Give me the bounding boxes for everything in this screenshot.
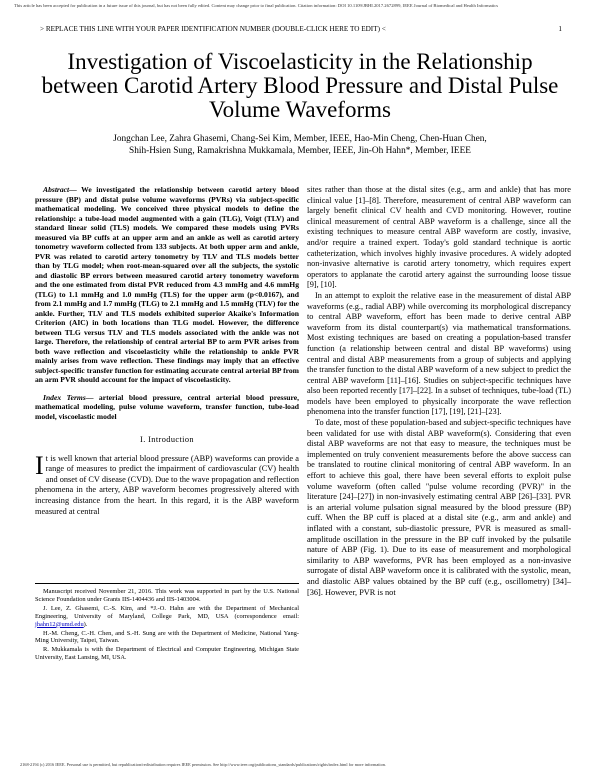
right-paragraph: In an attempt to exploit the relative ease in the measurement of distal ABP waveforms (e.g., radial ABP) while overcoming its morphological discrepancy to central ABP waveform, effort has been made to derive central ABP waveform from its distal counterpart(s) via mathematical transformations. Most existing techniques are based on creating a population-based transfer function (a relationship between central and distal BP waveforms) using central and distal ABP measurements from a group of subjects and applying the transfer function to the distal ABP waveform of a new subject to predict the central ABP waveform [11]–[16]. Studies on subject-specific techniques have also been reported recently [17]–[22]. In a subset of techniques, tube-load (TL) models have been employed to physically incorporate the wave reflection phenomena into the transfer function [17], [19], [21]–[23]. xyxy=(307,290,571,417)
index-terms-text: — arterial blood pressure, central arterial blood pressure, mathematical modeling, pulse volume waveform, transfer function, tube-load model, viscoelastic model xyxy=(35,392,300,421)
authors-line-2: Shih-Hsien Sung, Ramakrishna Mukkamala, Member, IEEE, Jin-Oh Hahn*, Member, IEEE xyxy=(129,146,471,156)
intro-text: t is well known that arterial blood pressure (ABP) waveforms can provide a range of measures to predict the impairment of cardiovascular (CV) health and onset of CV disease (CVD). Due to the wave propagation and reflection phenomena in the artery, ABP waveform becomes progressively altered with increasing distance from the heart. In this regard, it is the ABP waveform measured at central xyxy=(35,453,299,516)
publication-notice: This article has been accepted for publication in a future issue of this journal, but has not been fully edited. Content may change prior to final publication. Citation information: DOI 10.1109/JBHI.2017.2672899, IEEE Journal of Biomedical and Health Informatics xyxy=(14,3,499,8)
right-column xyxy=(307,185,571,598)
page-number: 1 xyxy=(558,25,562,33)
footnote-affiliation-ymu: H.-M. Cheng, C.-H. Chen, and S.-H. Sung are with the Department of Medicine, National Yang-Ming University, Taipei, Taiwan. xyxy=(35,629,299,645)
footnote-affiliation-umd: J. Lee, Z. Ghasemi, C.-S. Kim, and *J.-O. Hahn are with the Department of Mechanical Engineering, University of Maryland, College Park, MD, USA (correspondence email: jhahn12@umd.edu). xyxy=(35,604,299,628)
right-paragraph: To date, most of these population-based and subject-specific techniques have been validated for use with distal ABP waveform(s). Considering that even distal ABP waveforms are not that easy to measure, the techniques must be implemented on truly convenient measurements before the above success can be translated to routine clinical monitoring of central ABP waveform. In an effort to achieve this goal, there have been several efforts to exploit pulse volume waveform (often called "pulse volume recording (PVR)" in the literature [24]–[27]) in non-invasively estimating central ABP [26]–[33]. PVR is an arterial volume pulsation signal measured by the blood pressure (BP) cuff. When the BP cuff is placed at a distal site (e.g., arm and ankle) and inflated with a constant, sub-diastolic pressure, PVR is measured as small-amplitude oscillation in the pressure in the BP cuff invoked by the pulsatile nature of ABP (Fig. 1). Due to its ease of measurement and morphological similarity to ABP waveforms, PVR has been employed as a non-invasive surrogate of distal ABP waveform once it is calibrated with the systolic, mean, and diastolic ABP values obtained by the BP cuff (e.g., oscillometry) [34]–[36]. However, PVR is not xyxy=(307,418,571,597)
left-column xyxy=(35,185,299,517)
index-terms xyxy=(35,393,299,422)
authors-line-1: Jongchan Lee, Zahra Ghasemi, Chang-Sei Kim, Member, IEEE, Hao-Min Cheng, Chen-Huan Chen, xyxy=(113,134,487,144)
footnote-manuscript: Manuscript received November 21, 2016. This work was supported in part by the U.S. National Science Foundation under Grants IIS-1404436 and IIS-1403004. xyxy=(35,588,299,603)
right-paragraph: sites rather than those at the distal sites (e.g., arm and ankle) that has more clinical value [1]–[8]. Therefore, measurement of central ABP waveform can largely benefit clinical CV health and CVD monitoring. However, routine clinical measurement of central ABP waveform is a challenge, since all the existing techniques to measure central ABP waveform are costly, invasive, and/or require a trained expert. Today's gold standard technique is aortic catheterization, which involves highly invasive procedures. A widely adopted non-invasive alternative is carotid artery tonometry, which requires expert operators to applanate the carotid artery against the surrounding loose tissue [9], [10]. xyxy=(307,185,571,290)
abstract-label: Abstract xyxy=(43,185,70,194)
paper-title: Investigation of Viscoelasticity in the Relationship between Carotid Artery Blood Pressure and Distal Pulse Volume Waveforms xyxy=(41,49,559,122)
drop-cap: I xyxy=(35,450,44,480)
introduction xyxy=(35,450,299,518)
email-link[interactable]: jhahn12@umd.edu xyxy=(35,620,84,628)
abstract-text: — We investigated the relationship between carotid artery blood pressure (BP) and distal pulse volume waveforms (PVRs) via subject-specific mathematical modeling. We conceived three physical models to define the relationship: a tube-load model augmented with a gain (TLG), Voigt (TLV) and standard linear solid (TLS) models. We compared these models using PVRs measured via BP cuffs at an upper arm and an ankle as well as carotid artery tonometry waveform collected from 133 subjects. At both upper arm and ankle, PVR was related to carotid artery tonometry by TLV and TLS models better than by TLG model; when root-mean-squared over all the subjects, the systolic and diastolic BP errors between measured carotid artery tonometry waveform and the one estimated from distal PVR reduced from 4.3 mmHg and 4.6 mmHg (TLG) to 1.1 mmHg and 1.0 mmHg (TLS) for the upper arm (p<0.0167), and from 2.1 mmHg and 1.7 mmHg (TLG) to 2.1 mmHg and 1.5 mmHg (TLV) for the ankle. Further, TLV and TLS models exhibited superior Akaike's Information Criterion (AIC) in both locations than TLG model. However, the difference between TLG versus TLV and TLS models associated with the ankle was not large. Therefore, the relationship of central arterial BP to arm PVR arises from both wave reflection and viscoelasticity while the relationship to ankle PVR mainly arises from wave reflection. These findings may imply that an effective subject-specific transfer function for estimating accurate central arterial BP from an arm PVR should account for the impact of viscoelasticity. xyxy=(35,185,299,384)
footnote-affiliation-msu: R. Mukkamala is with the Department of Electrical and Computer Engineering, Michigan State University, East Lansing, MI, USA. xyxy=(35,646,299,662)
author-list xyxy=(40,133,560,157)
abstract xyxy=(35,185,299,385)
paper-id-placeholder[interactable]: > REPLACE THIS LINE WITH YOUR PAPER IDENTIFICATION NUMBER (DOUBLE-CLICK HERE TO EDIT) < xyxy=(40,25,386,33)
footnotes xyxy=(35,583,299,663)
section-heading: I. Introduction xyxy=(140,435,194,444)
copyright-notice: 2168-2194 (c) 2016 IEEE. Personal use is permitted, but republication/redistribution requires IEEE permission. See http://www.ieee.org/publications_standards/publications/rights/index.html for more information. xyxy=(20,762,386,767)
index-terms-label: Index Terms xyxy=(43,392,86,402)
